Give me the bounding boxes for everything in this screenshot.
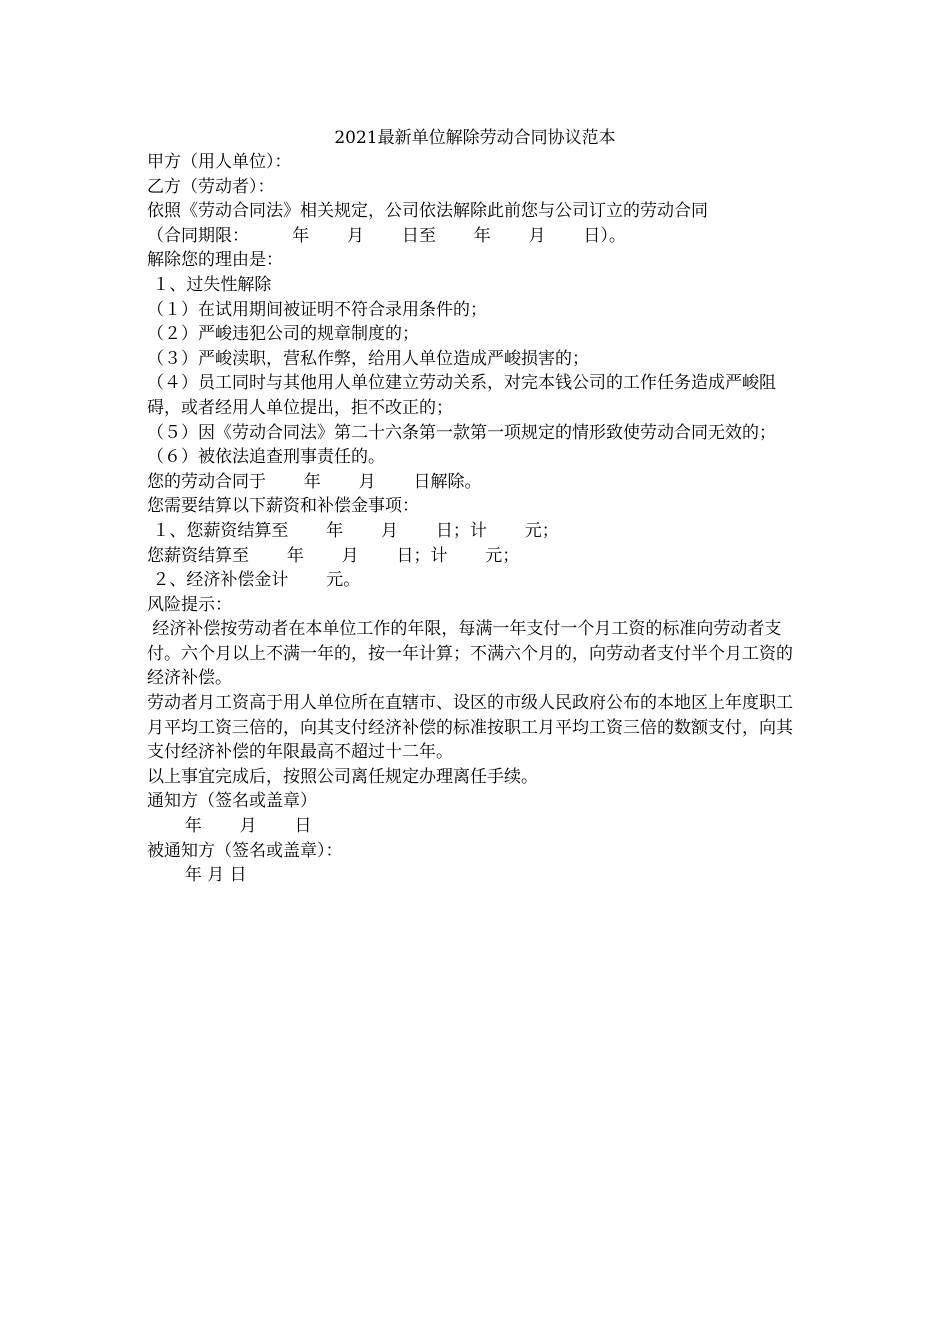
settlement-heading: 您需要结算以下薪资和补偿金事项： <box>147 496 419 517</box>
closing-line: 以上事宜完成后，按照公司离任规定办理离任手续。 <box>147 766 538 787</box>
reason-category: １、过失性解除 <box>147 274 272 295</box>
risk-paragraph-1: 经济补偿按劳动者在本单位工作的年限，每满一年支付一个月工资的标准向劳动者支付。六个月以上不满一年的，按一年计算；不满六个月的，向劳动者支付半个月工资的经济补偿。 <box>147 619 793 689</box>
party-a-line: 甲方（用人单位）： <box>147 152 292 172</box>
reason-item-3: （３）严峻渎职，营私作弊，给用人单位造成严峻损害的； <box>147 348 589 369</box>
reason-item-1: （１）在试用期间被证明不符合录用条件的； <box>147 299 487 320</box>
termination-date-line: 您的劳动合同于 年 月 日解除。 <box>147 471 482 492</box>
document-title: 2021最新单位解除劳动合同协议范本 <box>334 128 616 148</box>
party-b-line: 乙方（劳动者）： <box>147 176 275 197</box>
intro-line: 依照《劳动合同法》相关规定，公司依法解除此前您与公司订立的劳动合同 <box>147 201 708 222</box>
salary-settlement-line-2: 您薪资结算至 年 月 日；计 元； <box>147 545 520 566</box>
reason-item-5: （５）因《劳动合同法》第二十六条第一款第一项规定的情形致使劳动合同无效的； <box>147 422 776 443</box>
notifier-signature-label: 通知方（签名或盖章） <box>147 791 317 812</box>
compensation-line: ２、经济补偿金计 元。 <box>147 570 361 591</box>
risk-heading: 风险提示： <box>147 594 232 615</box>
notified-signature-label: 被通知方（签名或盖章）： <box>147 840 343 861</box>
reason-item-4: （４）员工同时与其他用人单位建立劳动关系，对完本钱公司的工作任务造成严峻阻碍，或者经用人单位提出，拒不改正的； <box>147 373 776 418</box>
reason-item-2: （２）严峻违犯公司的规章制度的； <box>147 324 419 345</box>
reason-item-6: （６）被依法追查刑事责任的。 <box>147 447 385 468</box>
contract-term-line: （合同期限： 年 月 日至 年 月 日）。 <box>147 225 626 246</box>
notifier-date-line: 年 月 日 <box>147 816 312 837</box>
document-body <box>147 150 807 888</box>
risk-paragraph-2: 劳动者月工资高于用人单位所在直辖市、设区的市级人民政府公布的本地区上年度职工月平均工资三倍的，向其支付经济补偿的标准按职工月平均工资三倍的数额支付，向其支付经济补偿的年限最高不超过十二年。 <box>147 693 793 763</box>
reason-heading: 解除您的理由是： <box>147 250 283 271</box>
salary-settlement-line-1: １、您薪资结算至 年 月 日；计 元； <box>147 520 559 541</box>
notified-date-line: 年 月 日 <box>147 865 247 886</box>
